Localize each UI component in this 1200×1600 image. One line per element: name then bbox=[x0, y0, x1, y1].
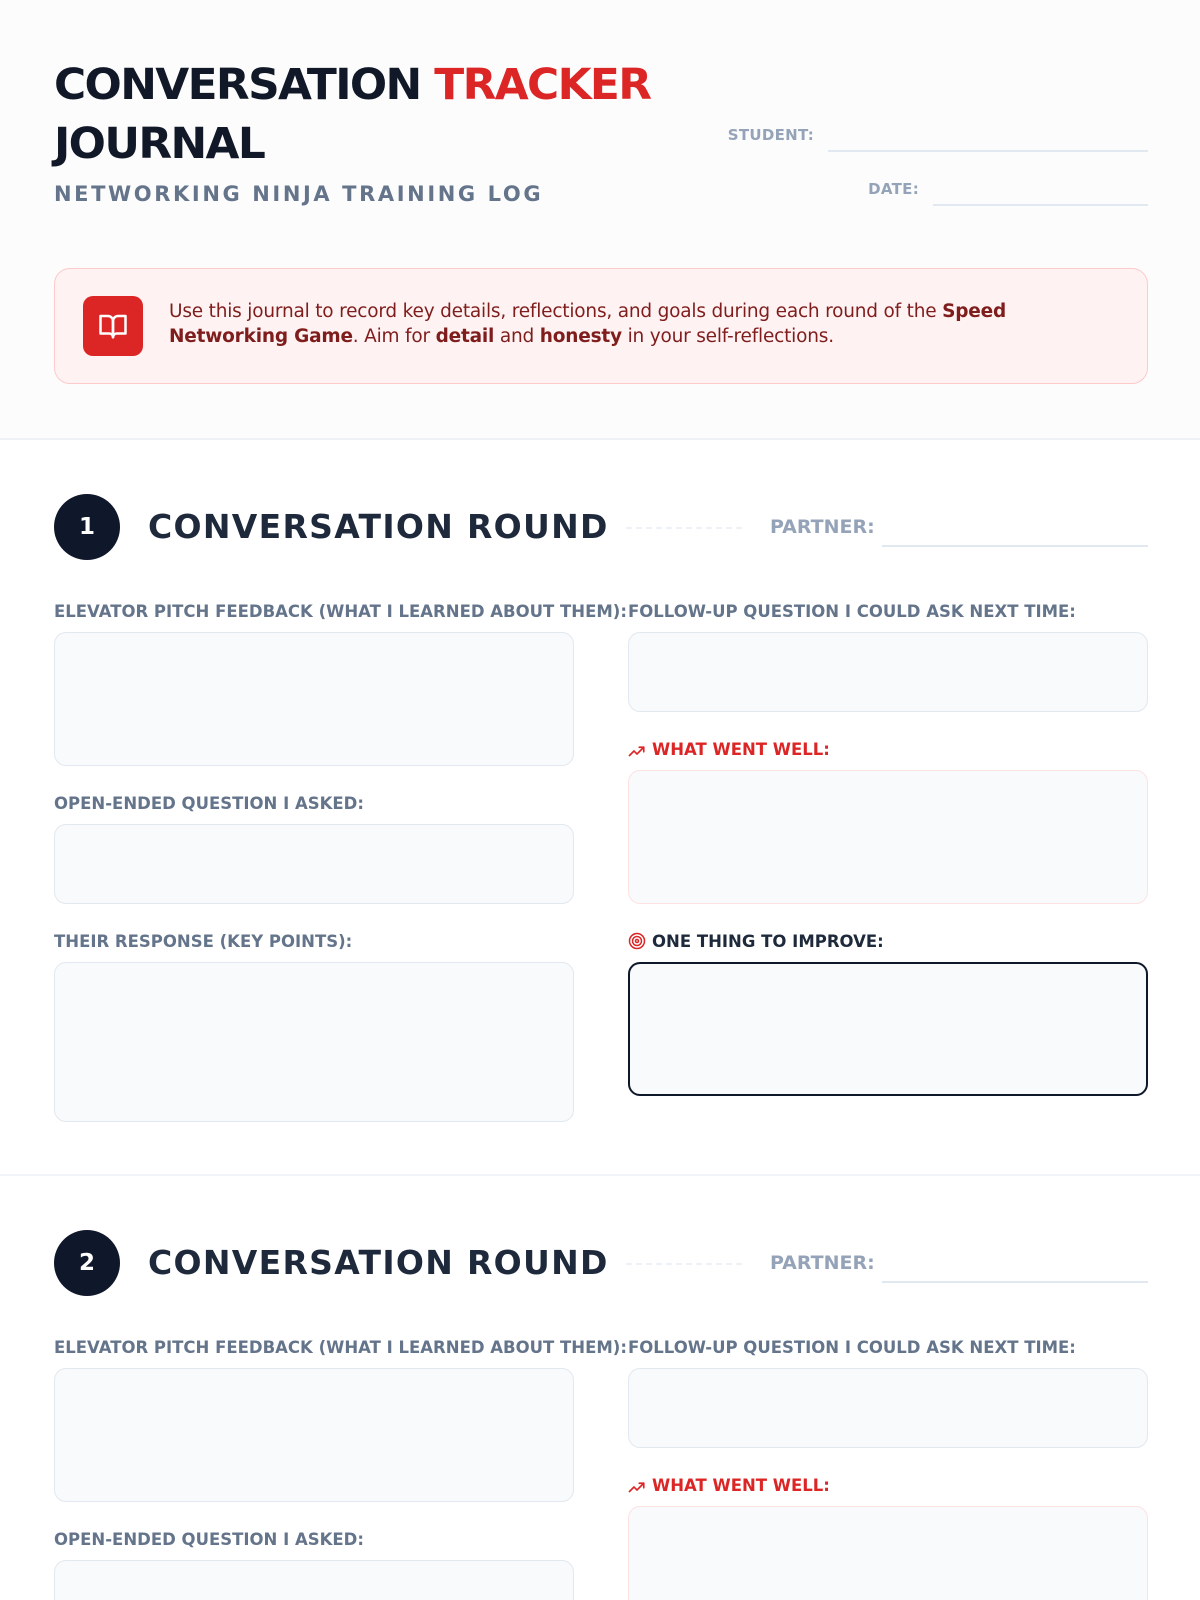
open-question-box[interactable] bbox=[54, 1560, 574, 1600]
went-well-box[interactable] bbox=[628, 1506, 1148, 1600]
header bbox=[0, 0, 1200, 440]
partner-input-line[interactable] bbox=[882, 1281, 1148, 1283]
follow-up-label: FOLLOW-UP QUESTION I COULD ASK NEXT TIME: bbox=[628, 602, 1076, 621]
title-accent: TRACKER bbox=[434, 60, 651, 110]
went-well-text: WHAT WENT WELL: bbox=[652, 1476, 830, 1495]
note-bold-game: Speed Networking Game bbox=[169, 301, 1006, 347]
note-text-4: in your self-reflections. bbox=[621, 326, 834, 347]
trending-up-icon bbox=[628, 744, 646, 758]
went-well-box[interactable] bbox=[628, 770, 1148, 904]
went-well-text: WHAT WENT WELL: bbox=[652, 740, 830, 759]
round-number-badge: 1 bbox=[54, 494, 120, 560]
trending-up-icon bbox=[628, 1480, 646, 1494]
open-question-label: OPEN-ENDED QUESTION I ASKED: bbox=[54, 1530, 364, 1549]
round-title: CONVERSATION ROUND bbox=[148, 507, 609, 546]
note-text-2: . Aim for bbox=[352, 326, 436, 347]
follow-up-label: FOLLOW-UP QUESTION I COULD ASK NEXT TIME: bbox=[628, 1338, 1076, 1357]
partner-label: PARTNER: bbox=[770, 1252, 875, 1274]
page-subtitle: NETWORKING NINJA TRAINING LOG bbox=[54, 182, 544, 206]
response-label: THEIR RESPONSE (KEY POINTS): bbox=[54, 932, 353, 951]
open-question-box[interactable] bbox=[54, 824, 574, 904]
partner-input-line[interactable] bbox=[882, 545, 1148, 547]
date-label: DATE: bbox=[868, 180, 919, 198]
response-box[interactable] bbox=[54, 962, 574, 1122]
instructions-note bbox=[54, 268, 1148, 384]
instructions-text bbox=[169, 299, 1119, 349]
page-title bbox=[54, 56, 650, 174]
student-input-line[interactable] bbox=[828, 150, 1148, 152]
note-text-1: Use this journal to record key details, reflections, and goals during each round of the bbox=[169, 301, 943, 322]
student-label: STUDENT: bbox=[727, 126, 814, 144]
improve-text: ONE THING TO IMPROVE: bbox=[652, 932, 884, 951]
note-text-3: and bbox=[494, 326, 540, 347]
book-open-icon bbox=[83, 296, 143, 356]
pitch-feedback-box[interactable] bbox=[54, 632, 574, 766]
note-bold-honesty: honesty bbox=[539, 326, 622, 347]
date-field bbox=[868, 180, 1148, 206]
went-well-label bbox=[628, 740, 1148, 760]
pitch-feedback-label: ELEVATOR PITCH FEEDBACK (WHAT I LEARNED ABOUT THEM): bbox=[54, 602, 627, 621]
pitch-feedback-box[interactable] bbox=[54, 1368, 574, 1502]
went-well-label bbox=[628, 1476, 1148, 1496]
divider-dashes bbox=[626, 527, 742, 529]
round-title: CONVERSATION ROUND bbox=[148, 1243, 609, 1282]
note-bold-detail: detail bbox=[435, 326, 495, 347]
date-input-line[interactable] bbox=[933, 204, 1148, 206]
open-question-label: OPEN-ENDED QUESTION I ASKED: bbox=[54, 794, 364, 813]
improve-box[interactable] bbox=[628, 962, 1148, 1096]
divider-dashes bbox=[626, 1263, 742, 1265]
follow-up-box[interactable] bbox=[628, 632, 1148, 712]
title-part-2: JOURNAL bbox=[54, 119, 265, 169]
partner-label: PARTNER: bbox=[770, 516, 875, 538]
improve-label bbox=[628, 932, 1148, 952]
round-section bbox=[0, 1178, 1200, 1600]
round-section bbox=[0, 442, 1200, 1176]
title-part-1: CONVERSATION bbox=[54, 60, 421, 110]
round-number-badge: 2 bbox=[54, 1230, 120, 1296]
student-field bbox=[728, 126, 1148, 152]
pitch-feedback-label: ELEVATOR PITCH FEEDBACK (WHAT I LEARNED ABOUT THEM): bbox=[54, 1338, 627, 1357]
follow-up-box[interactable] bbox=[628, 1368, 1148, 1448]
target-icon bbox=[628, 932, 646, 950]
